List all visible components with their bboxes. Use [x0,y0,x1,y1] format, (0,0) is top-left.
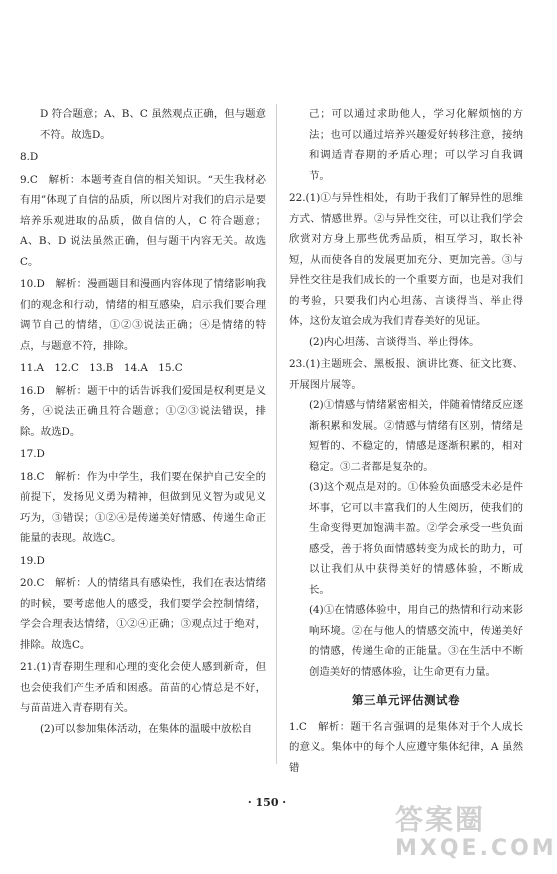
section-title: 第三单元评估测试卷 [352,693,460,707]
answer-text: 17.D [20,448,45,460]
column-divider [276,104,277,764]
answer-text: 1.C 解析：题干名言强调的是集体对于个人成长的意义。集体中的每个人应遵守集体纪律，A 虽然错 [289,720,523,774]
answer-text: 20.C 解析：人的情绪具有感染性，我们在表达情绪的时候，要考虑他人的感受，我们要学会控制情绪，学会合理表达情绪，①②④正确；③观点过于绝对，排除。故选C。 [20,577,266,651]
answer-text: (2)可以参加集体活动，在集体的温暖中放松自 [40,722,253,735]
watermark-url: MXQE.COM [395,836,557,861]
answer-text: D 符合题意；A、B、C 虽然观点正确，但与题意不符。故选D。 [40,108,266,141]
answer-text: 己；可以通过求助他人，学习化解烦恼的方法；也可以通过培养兴趣爱好转移注意，接纳和调适青春期的矛盾心理；可以学习自我调节。 [309,108,523,182]
answer-text: 9.C 解析：本题考查自信的相关知识。“天生我材必有用”体现了自信的品质，所以图片对我们的启示是要培养乐观进取的品质，做自信的人，C 符合题意；A、B、D 说法虽然正确，但与题干内容无关。故选C。 [20,173,266,268]
answer-text: (4)①在情感体验中，用自己的热情和行动来影响环境。②在与他人的情感交流中，传递美好的情感，传递生命的正能量。③在生活中不断创造美好的情感体验，让生命更有力量。 [309,604,523,678]
answer-text: 16.D 解析：题干中的话告诉我们爱国是权利更是义务，④说法正确且符合题意；①②③说法错误，排除。故选D。 [20,384,266,438]
right-column [289,104,523,778]
answer-text: 8.D [20,151,39,163]
answer-text: (2)①情感与情绪紧密相关，伴随着情绪反应逐渐积累和发展。②情感与情绪有区别，情绪是短暂的、不稳定的，情感是逐渐积累的，相对稳定。③二者都是复杂的。 [309,399,523,473]
answer-text: 23.(1)主题班会、黑板报、演讲比赛、征文比赛、开展图片展等。 [289,358,523,391]
answer-text: 18.C 解析：作为中学生，我们要在保护自己安全的前提下，发扬见义勇为精神，但做到见义智为或见义巧为，③错误；①②④是传递美好情感、传递生命正能量的表现。故选C。 [20,470,266,544]
watermark-text: 答案圈 [395,803,486,836]
answer-text: 21.(1)青春期生理和心理的变化会使人感到新奇，但也会使我们产生矛盾和困惑。苗苗的心情总是不好，与苗苗进入青春期有关。 [20,661,266,714]
answer-text: (3)这个观点是对的。①体验负面感受未必是件坏事，它可以丰富我们的人生阅历，使我们的生命变得更加饱满丰盈。②学会承受一些负面感受，善于将负面情感转变为成长的助力，可以让我们从中获得美好的情感体验，不断成长。 [309,481,523,596]
answer-text: 11.A 12.C 13.B 14.A 15.C [20,362,183,374]
answer-text: 22.(1)①与异性相处，有助于我们了解异性的思维方式、情感世界。②与异性交往，可以让我们学会欣赏对方身上那些优秀品质，相互学习，取长补短，从而使各自的发展更加充分、更加完善。③与异性交往是我们成长的一个重要方面，也是对我们的考验，只要我们内心坦荡、言谈得当、举止得体，这份友谊会成为我们青春美好的见证。 [289,192,523,327]
answer-text: (2)内心坦荡、言谈得当、举止得体。 [309,335,480,348]
watermark-logo [395,803,557,868]
page-number: · 150 · [247,796,287,809]
answer-text: 10.D 解析：漫画题目和漫画内容体现了情绪影响我们的观念和行动，情绪的相互感染，启示我们要合理调节自己的情绪，①②③说法正确；④是情绪的特点，与题意不符，排除。 [20,278,266,352]
answer-text: 19.D [20,554,45,567]
left-column [20,104,266,739]
